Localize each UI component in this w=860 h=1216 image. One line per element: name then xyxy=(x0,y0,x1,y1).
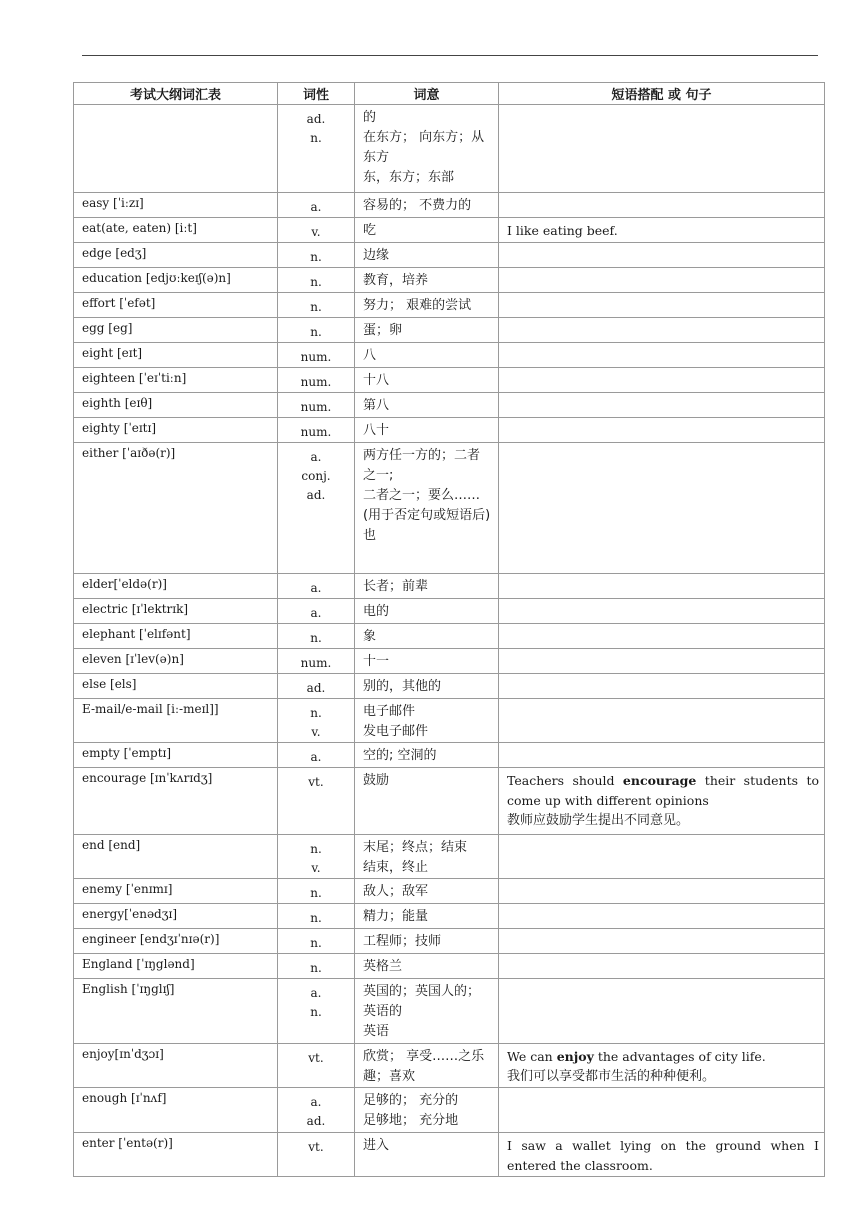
table-header-row xyxy=(74,83,825,105)
meaning: 八 xyxy=(363,348,377,363)
meaning: 结束，终止 xyxy=(363,860,429,875)
example-sentence xyxy=(507,223,618,238)
part-of-speech: vt. xyxy=(308,775,324,789)
meaning-cell xyxy=(355,649,499,674)
meaning: 的 xyxy=(363,110,377,125)
meaning-cell xyxy=(355,699,499,743)
part-of-speech: num. xyxy=(300,425,332,439)
part-of-speech: a. xyxy=(310,1095,322,1109)
table-row xyxy=(74,768,825,835)
meaning: 二者之一；要么…… xyxy=(363,488,481,503)
meaning-cell xyxy=(355,1133,499,1177)
table-row xyxy=(74,418,825,443)
meaning: 工程师；技师 xyxy=(363,934,442,949)
part-of-speech-cell xyxy=(278,1133,355,1177)
part-of-speech-cell xyxy=(278,979,355,1044)
meaning-cell xyxy=(355,743,499,768)
example-sentence xyxy=(507,1138,819,1173)
sentence-cell xyxy=(499,343,825,368)
part-of-speech: a. xyxy=(310,606,322,620)
meaning-cell xyxy=(355,268,499,293)
sentence-cell xyxy=(499,393,825,418)
meaning-cell xyxy=(355,1044,499,1088)
sentence-cell xyxy=(499,418,825,443)
part-of-speech-cell xyxy=(278,699,355,743)
part-of-speech-cell xyxy=(278,368,355,393)
meaning: 吃 xyxy=(363,223,377,238)
word-cell: eleven [ɪˈlev(ə)n] xyxy=(74,649,278,674)
part-of-speech-cell xyxy=(278,105,355,193)
meaning: 努力； 艰难的尝试 xyxy=(363,298,472,313)
word-cell: effort [ˈefət] xyxy=(74,293,278,318)
sentence-cell xyxy=(499,835,825,879)
example-sentence xyxy=(507,1049,766,1064)
meaning: 英国的；英国人的；英语的 xyxy=(363,984,481,1019)
part-of-speech: v. xyxy=(311,225,321,239)
word-cell: elephant [ˈelɪfənt] xyxy=(74,624,278,649)
sentence-cell xyxy=(499,574,825,599)
sentence-text: We can xyxy=(507,1049,557,1064)
meaning-cell xyxy=(355,674,499,699)
sentence-cell xyxy=(499,954,825,979)
table-row xyxy=(74,979,825,1044)
part-of-speech-cell xyxy=(278,418,355,443)
meaning-cell xyxy=(355,318,499,343)
sentence-cell xyxy=(499,243,825,268)
meaning-cell xyxy=(355,879,499,904)
part-of-speech: num. xyxy=(300,400,332,414)
part-of-speech: n. xyxy=(310,275,322,289)
table-row xyxy=(74,218,825,243)
word-cell: England [ˈɪŋglənd] xyxy=(74,954,278,979)
part-of-speech: n. xyxy=(310,961,322,975)
sentence-cell xyxy=(499,318,825,343)
meaning: 象 xyxy=(363,629,377,644)
table-row xyxy=(74,268,825,293)
meaning: 电子邮件 xyxy=(363,704,416,719)
meaning: 足够地； 充分地 xyxy=(363,1113,459,1128)
sentence-cell xyxy=(499,979,825,1044)
meaning: 英语 xyxy=(363,1024,390,1039)
sentence-keyword: encourage xyxy=(622,773,697,788)
sentence-cell xyxy=(499,368,825,393)
meaning: 教育，培养 xyxy=(363,273,429,288)
meaning: 精力；能量 xyxy=(363,909,429,924)
word-cell: energy[ˈenədʒɪ] xyxy=(74,904,278,929)
part-of-speech-cell xyxy=(278,674,355,699)
table-row xyxy=(74,318,825,343)
sentence-cell xyxy=(499,268,825,293)
part-of-speech: ad. xyxy=(306,1114,326,1128)
part-of-speech: n. xyxy=(310,325,322,339)
part-of-speech-cell xyxy=(278,574,355,599)
part-of-speech: a. xyxy=(310,986,322,1000)
meaning: 第八 xyxy=(363,398,390,413)
meaning-cell xyxy=(355,954,499,979)
meaning: 英格兰 xyxy=(363,959,403,974)
meaning-cell xyxy=(355,343,499,368)
sentence-text: the advantages of city life. xyxy=(593,1049,766,1064)
table-row xyxy=(74,929,825,954)
part-of-speech: n. xyxy=(310,631,322,645)
part-of-speech-cell xyxy=(278,649,355,674)
sentence-cell xyxy=(499,768,825,835)
word-cell: eight [eɪt] xyxy=(74,343,278,368)
sentence-text: I like eating beef. xyxy=(507,223,618,238)
meaning: 电的 xyxy=(363,604,390,619)
table-row xyxy=(74,599,825,624)
vocabulary-table xyxy=(73,82,825,1177)
table-row xyxy=(74,904,825,929)
meaning-cell xyxy=(355,393,499,418)
word-cell: E-mail/e-mail [iː-meɪl]] xyxy=(74,699,278,743)
meaning: 发电子邮件 xyxy=(363,724,429,739)
table-row xyxy=(74,368,825,393)
table-row xyxy=(74,743,825,768)
meaning: 敌人；敌军 xyxy=(363,884,429,899)
meaning-cell xyxy=(355,979,499,1044)
part-of-speech: a. xyxy=(310,750,322,764)
sentence-cell xyxy=(499,1044,825,1088)
table-row xyxy=(74,699,825,743)
header-part-of-speech: 词性 xyxy=(278,83,355,105)
table-row xyxy=(74,574,825,599)
word-cell: empty [ˈemptɪ] xyxy=(74,743,278,768)
part-of-speech-cell xyxy=(278,318,355,343)
sentence-cell xyxy=(499,743,825,768)
meaning-cell xyxy=(355,599,499,624)
word-cell: enjoy[ɪnˈdʒɔɪ] xyxy=(74,1044,278,1088)
part-of-speech-cell xyxy=(278,1088,355,1133)
part-of-speech-cell xyxy=(278,954,355,979)
meaning: 在东方； 向东方；从东方 xyxy=(363,130,485,165)
table-row xyxy=(74,1133,825,1177)
part-of-speech-cell xyxy=(278,293,355,318)
meaning-cell xyxy=(355,443,499,574)
sentence-cell xyxy=(499,293,825,318)
meaning-cell xyxy=(355,835,499,879)
word-cell: eighteen [ˈeɪˈtiːn] xyxy=(74,368,278,393)
word-cell: enemy [ˈenɪmɪ] xyxy=(74,879,278,904)
part-of-speech: n. xyxy=(310,300,322,314)
part-of-speech: num. xyxy=(300,375,332,389)
meaning-cell xyxy=(355,904,499,929)
part-of-speech-cell xyxy=(278,835,355,879)
table-row xyxy=(74,649,825,674)
meaning: 进入 xyxy=(363,1138,390,1153)
part-of-speech-cell xyxy=(278,904,355,929)
part-of-speech: n. xyxy=(310,250,322,264)
part-of-speech-cell xyxy=(278,624,355,649)
part-of-speech-cell xyxy=(278,743,355,768)
meaning-cell xyxy=(355,1088,499,1133)
table-row xyxy=(74,343,825,368)
sentence-cell xyxy=(499,1088,825,1133)
part-of-speech-cell xyxy=(278,393,355,418)
meaning-cell xyxy=(355,574,499,599)
part-of-speech: v. xyxy=(311,861,321,875)
table-row xyxy=(74,293,825,318)
part-of-speech: n. xyxy=(310,842,322,856)
part-of-speech-cell xyxy=(278,879,355,904)
word-cell: enter [ˈentə(r)] xyxy=(74,1133,278,1177)
meaning: 两方任一方的；二者之一; xyxy=(363,448,481,483)
table-row xyxy=(74,879,825,904)
part-of-speech: ad. xyxy=(306,681,326,695)
part-of-speech: vt. xyxy=(308,1051,324,1065)
meaning: 蛋；卵 xyxy=(363,323,403,338)
word-cell: education [edjʊːkeɪʃ(ə)n] xyxy=(74,268,278,293)
part-of-speech-cell xyxy=(278,599,355,624)
header-word: 考试大纲词汇表 xyxy=(74,83,278,105)
part-of-speech-cell xyxy=(278,243,355,268)
header-rule xyxy=(82,55,818,56)
part-of-speech-cell xyxy=(278,929,355,954)
word-cell: engineer [endʒɪˈnɪə(r)] xyxy=(74,929,278,954)
word-cell: electric [ɪˈlektrɪk] xyxy=(74,599,278,624)
table-row xyxy=(74,393,825,418)
sentence-keyword: enjoy xyxy=(556,1049,594,1064)
part-of-speech-cell xyxy=(278,343,355,368)
meaning: 东，东方；东部 xyxy=(363,170,455,185)
sentence-cell xyxy=(499,904,825,929)
word-cell: encourage [ɪnˈkʌrɪdʒ] xyxy=(74,768,278,835)
sentence-text: Teachers should xyxy=(507,773,623,788)
meaning-cell xyxy=(355,243,499,268)
meaning: 十八 xyxy=(363,373,390,388)
part-of-speech: num. xyxy=(300,656,332,670)
meaning: 长者；前辈 xyxy=(363,579,429,594)
sentence-cell xyxy=(499,443,825,574)
example-sentence xyxy=(507,773,819,808)
sentence-cell xyxy=(499,929,825,954)
part-of-speech: vt. xyxy=(308,1140,324,1154)
table-row xyxy=(74,1044,825,1088)
meaning: 容易的； 不费力的 xyxy=(363,198,472,213)
table-row xyxy=(74,954,825,979)
word-cell: English [ˈɪŋglɪʃ] xyxy=(74,979,278,1044)
meaning-cell xyxy=(355,768,499,835)
sentence-cell xyxy=(499,649,825,674)
meaning-cell xyxy=(355,929,499,954)
meaning-cell xyxy=(355,368,499,393)
sentence-cell xyxy=(499,674,825,699)
table-row xyxy=(74,193,825,218)
word-cell: eighty [ˈeɪtɪ] xyxy=(74,418,278,443)
word-cell: easy [ˈiːzɪ] xyxy=(74,193,278,218)
part-of-speech-cell xyxy=(278,193,355,218)
word-cell: either [ˈaɪðə(r)] xyxy=(74,443,278,574)
sentence-cell xyxy=(499,1133,825,1177)
sentence-cell xyxy=(499,105,825,193)
word-cell: end [end] xyxy=(74,835,278,879)
sentence-cell xyxy=(499,879,825,904)
sentence-cell xyxy=(499,193,825,218)
meaning: 末尾；终点；结束 xyxy=(363,840,468,855)
header-meaning: 词意 xyxy=(355,83,499,105)
part-of-speech-cell xyxy=(278,1044,355,1088)
word-cell: edge [edʒ] xyxy=(74,243,278,268)
sentence-text: I saw a wallet lying on the ground when I entered the classroom. xyxy=(507,1138,819,1173)
part-of-speech-cell xyxy=(278,443,355,574)
word-cell: eat(ate, eaten) [iːt] xyxy=(74,218,278,243)
sentence-cell xyxy=(499,599,825,624)
meaning: 十一 xyxy=(363,654,390,669)
word-cell: elder[ˈeldə(r)] xyxy=(74,574,278,599)
meaning: 鼓励 xyxy=(363,773,390,788)
part-of-speech-cell xyxy=(278,768,355,835)
part-of-speech: ad. xyxy=(306,488,326,502)
part-of-speech-cell xyxy=(278,218,355,243)
meaning-cell xyxy=(355,218,499,243)
meaning: 八十 xyxy=(363,423,390,438)
part-of-speech: n. xyxy=(310,706,322,720)
part-of-speech: n. xyxy=(310,131,322,145)
part-of-speech: conj. xyxy=(301,469,331,483)
part-of-speech: ad. xyxy=(306,112,326,126)
meaning-cell xyxy=(355,105,499,193)
table-row xyxy=(74,1088,825,1133)
meaning: 欣赏； 享受……之乐趣；喜欢 xyxy=(363,1049,485,1084)
header-phrase-or-sentence: 短语搭配 或 句子 xyxy=(499,83,825,105)
table-row xyxy=(74,105,825,193)
meaning: 边缘 xyxy=(363,248,390,263)
sentence-cell xyxy=(499,624,825,649)
meaning: 空的; 空洞的 xyxy=(363,748,437,763)
sentence-translation: 我们可以享受都市生活的种种便利。 xyxy=(507,1069,716,1084)
word-cell xyxy=(74,105,278,193)
word-cell: else [els] xyxy=(74,674,278,699)
meaning-cell xyxy=(355,193,499,218)
sentence-cell xyxy=(499,699,825,743)
part-of-speech: n. xyxy=(310,886,322,900)
word-cell: egg [eg] xyxy=(74,318,278,343)
sentence-translation: 教师应鼓励学生提出不同意见。 xyxy=(507,813,690,828)
meaning: 足够的； 充分的 xyxy=(363,1093,459,1108)
word-cell: eighth [eɪθ] xyxy=(74,393,278,418)
sentence-cell xyxy=(499,218,825,243)
part-of-speech: n. xyxy=(310,911,322,925)
table-row xyxy=(74,835,825,879)
part-of-speech: a. xyxy=(310,450,322,464)
part-of-speech: num. xyxy=(300,350,332,364)
meaning: 别的，其他的 xyxy=(363,679,442,694)
word-cell: enough [ɪˈnʌf] xyxy=(74,1088,278,1133)
meaning: (用于否定句或短语后)也 xyxy=(363,508,491,543)
part-of-speech: n. xyxy=(310,936,322,950)
table-row xyxy=(74,243,825,268)
meaning-cell xyxy=(355,624,499,649)
table-row xyxy=(74,674,825,699)
part-of-speech-cell xyxy=(278,268,355,293)
sentence-text: their students to come up with different opinions xyxy=(507,773,819,808)
meaning-cell xyxy=(355,293,499,318)
part-of-speech: n. xyxy=(310,1005,322,1019)
part-of-speech: a. xyxy=(310,200,322,214)
table-row xyxy=(74,624,825,649)
part-of-speech: v. xyxy=(311,725,321,739)
meaning-cell xyxy=(355,418,499,443)
table-row xyxy=(74,443,825,574)
part-of-speech: a. xyxy=(310,581,322,595)
